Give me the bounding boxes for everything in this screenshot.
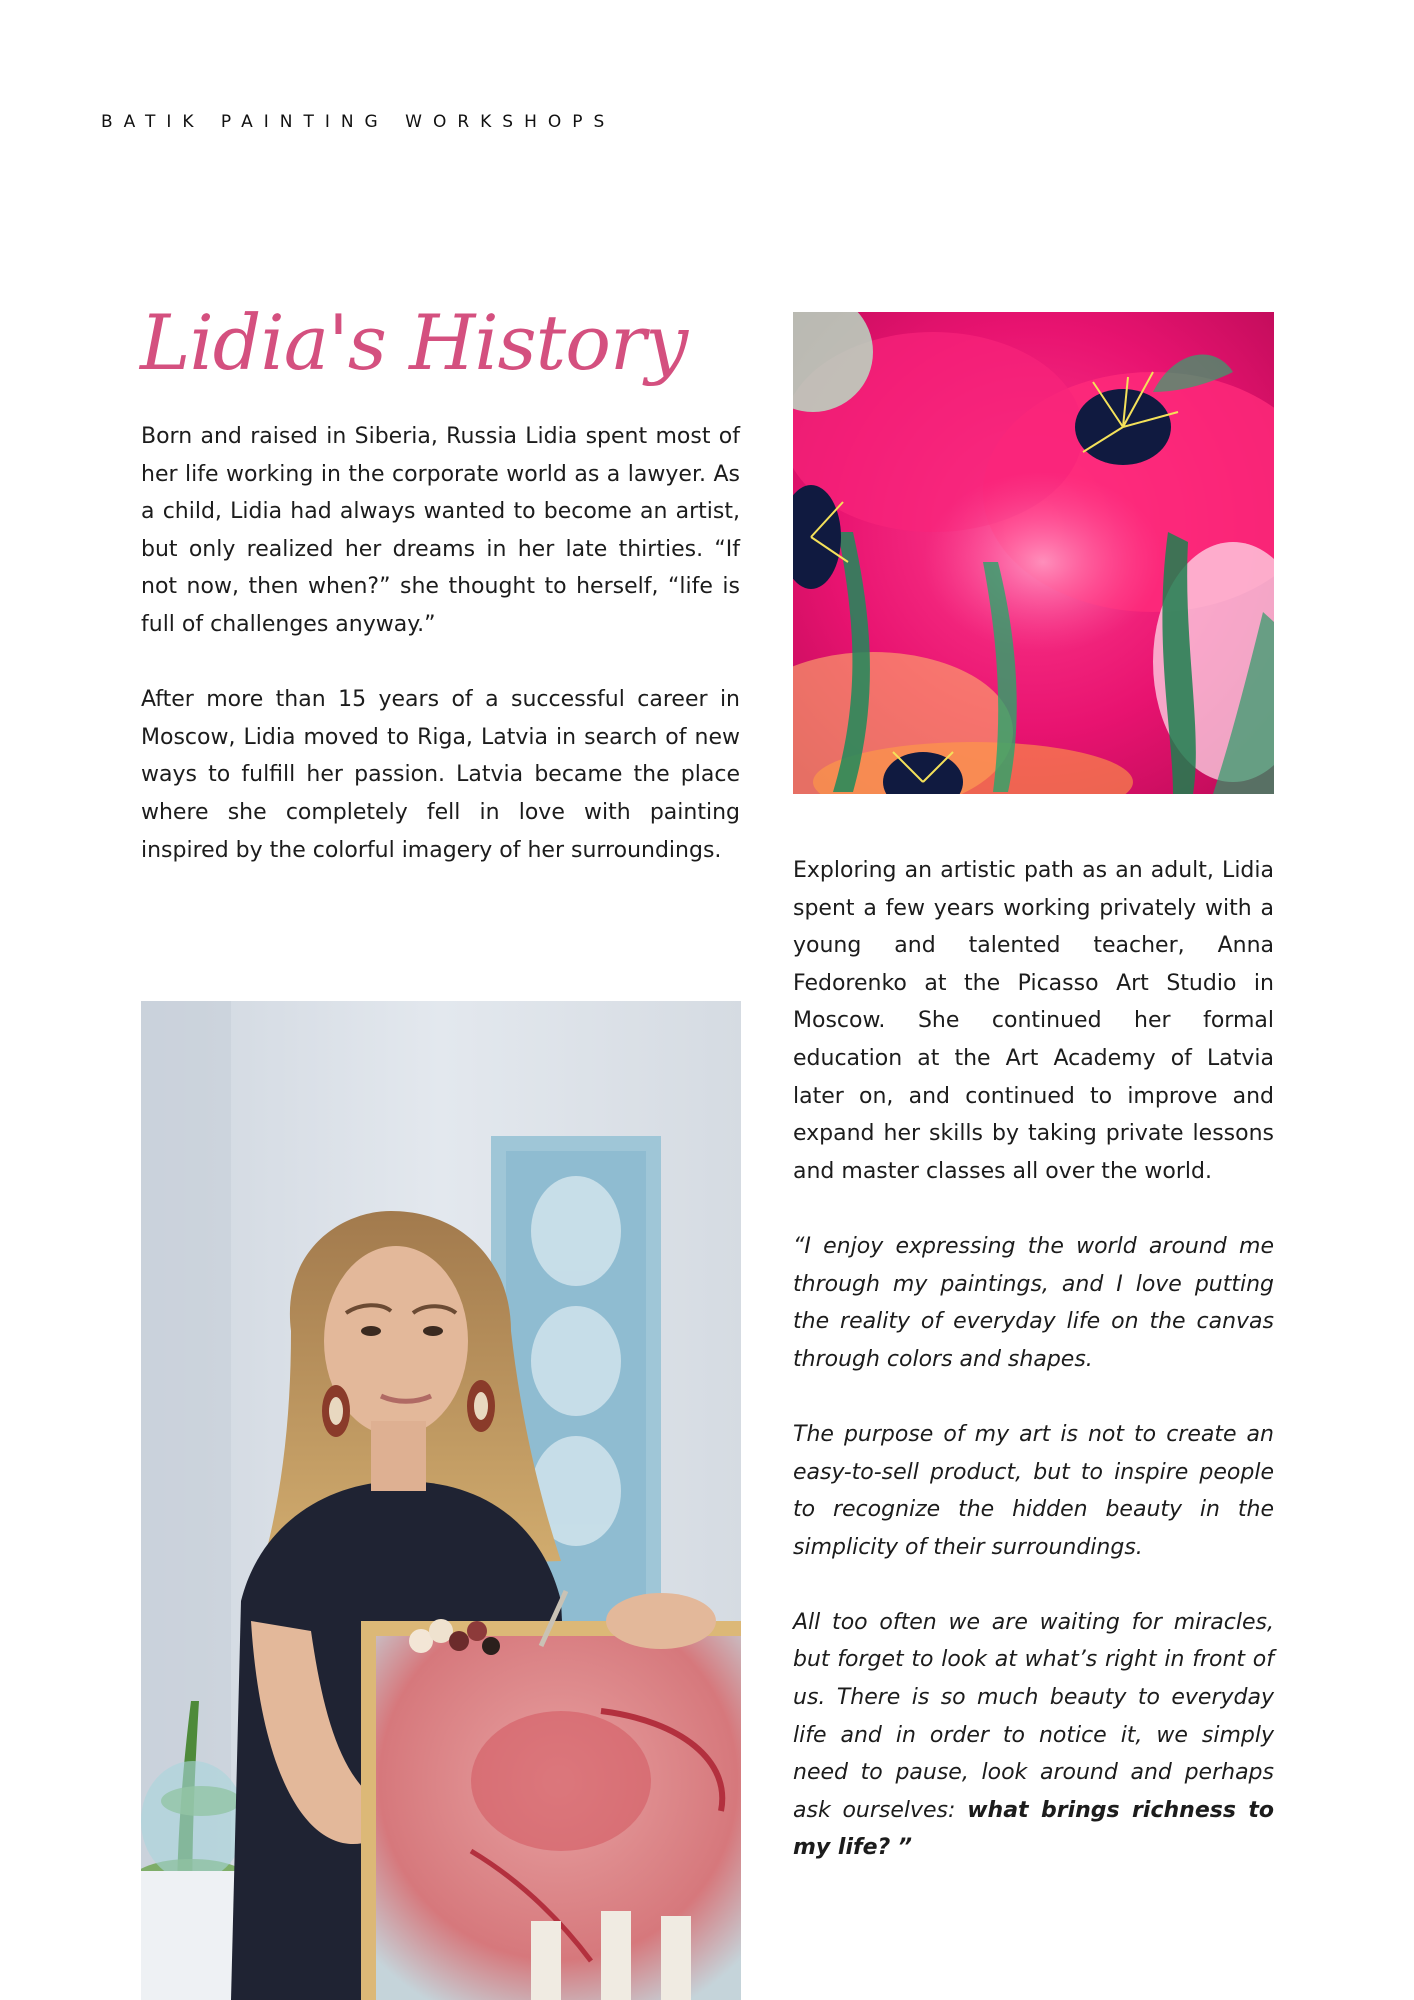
- paragraph-early-life: Born and raised in Siberia, Russia Lidia spent most of her life working in the corporate world as a lawyer. As a child, Lidia had always wanted to become an artist, but only realized her dreams in her late thirties. “If not now, then when?” she thought to herself, “life is full of challenges anyway.”: [141, 424, 740, 637]
- page-title: Lidia's History: [140, 298, 688, 387]
- left-column: [141, 418, 740, 907]
- quote-emphasis: what brings richness to my life? ”: [793, 1797, 1274, 1861]
- quote-paragraph-3: [793, 1604, 1274, 1867]
- quote-text: All too often we are waiting for miracles, but forget to look at what’s right in front of us. There is so much beauty to everyday life and in order to notice it, we simply need to pause, look around and perhaps ask ourselves:: [793, 1609, 1274, 1823]
- right-column: [793, 852, 1274, 1905]
- paragraph-education: Exploring an artistic path as an adult, Lidia spent a few years working privately with a young and talented teacher, Anna Fedorenko at the Picasso Art Studio in Moscow. She continued her formal education at the Art Academy of Latvia later on, and continued to improve and expand her skills by taking private lessons and master classes all over the world.: [793, 858, 1274, 1184]
- poppy-painting-image: [793, 312, 1274, 794]
- quote-paragraph-2: The purpose of my art is not to create an easy-to-sell product, but to inspire people to recognize the hidden beauty in the simplicity of their surroundings.: [793, 1421, 1274, 1560]
- paragraph-career: After more than 15 years of a successful career in Moscow, Lidia moved to Riga, Latvia in search of new ways to fulfill her passion. Latvia became the place where she completely fell in love with painting inspired by the colorful imagery of her surroundings.: [141, 687, 740, 863]
- artist-photo: [141, 1001, 741, 2000]
- page-header: BATIK PAINTING WORKSHOPS: [101, 112, 616, 132]
- quote-paragraph-1: “I enjoy expressing the world around me through my paintings, and I love putting the reality of everyday life on the canvas through colors and shapes.: [793, 1233, 1274, 1372]
